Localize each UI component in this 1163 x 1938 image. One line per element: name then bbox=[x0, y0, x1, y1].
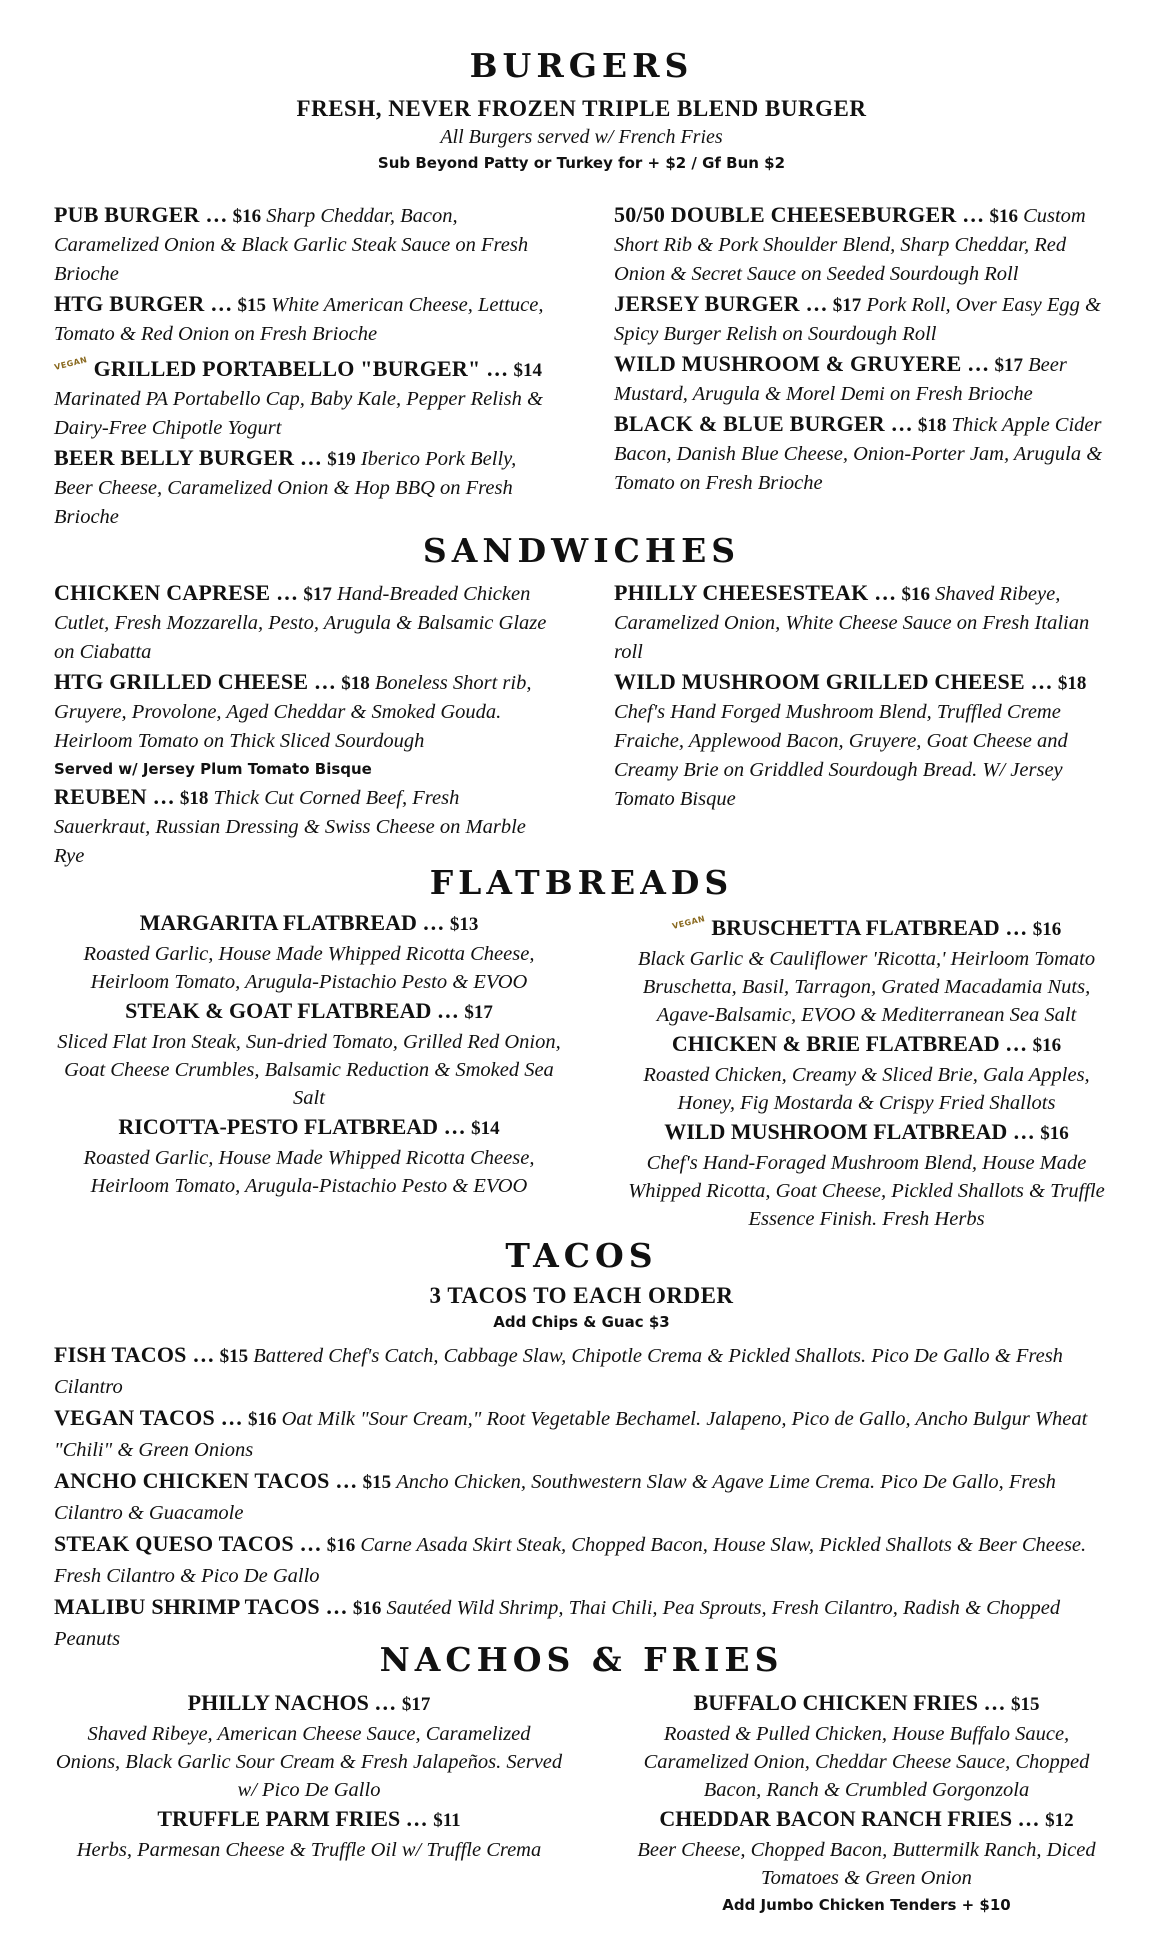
sandwiches-title: SANDWICHES bbox=[422, 531, 741, 570]
item-description: Iberico Pork Belly, Beer Cheese, Caramelized Onion & Hop BBQ on Fresh Brioche bbox=[54, 448, 517, 528]
item-description: Oat Milk "Sour Cream," Root Vegetable Bechamel. Jalapeno, Pico de Gallo, Ancho Bulgur Wheat "Chili" & Green Onions bbox=[54, 1408, 1088, 1461]
menu-item bbox=[54, 200, 554, 289]
item-name: PUB BURGER … bbox=[54, 202, 228, 227]
item-name: MALIBU SHRIMP TACOS … bbox=[54, 1594, 348, 1619]
item-price: $16 bbox=[232, 206, 262, 227]
menu-item bbox=[54, 908, 564, 996]
burgers-left-column bbox=[54, 200, 554, 532]
menu-item bbox=[54, 1529, 1114, 1591]
nachos-left-column bbox=[54, 1688, 564, 1864]
item-description: Boneless Short rib, Gruyere, Provolone, Aged Cheddar & Smoked Gouda. Heirloom Tomato on Thick Sliced Sourdough bbox=[54, 672, 532, 752]
burgers-note: All Burgers served w/ French Fries bbox=[440, 126, 723, 148]
item-price: $18 bbox=[1057, 673, 1087, 694]
item-name: CHICKEN & BRIE FLATBREAD … bbox=[671, 1031, 1028, 1056]
item-name: GRILLED PORTABELLO "BURGER" … bbox=[93, 356, 509, 381]
menu-item bbox=[614, 1804, 1119, 1918]
item-name: RICOTTA-PESTO FLATBREAD … bbox=[118, 1114, 466, 1139]
item-price: $18 bbox=[179, 788, 209, 809]
menu-item bbox=[54, 996, 564, 1112]
item-name: TRUFFLE PARM FRIES … bbox=[157, 1806, 428, 1831]
item-description: Beer Cheese, Chopped Bacon, Buttermilk Ranch, Diced Tomatoes & Green Onion bbox=[637, 1839, 1096, 1889]
menu-item bbox=[614, 908, 1119, 1029]
item-description: Marinated PA Portabello Cap, Baby Kale, Pepper Relish & Dairy-Free Chipotle Yogurt bbox=[54, 388, 543, 439]
item-price: $15 bbox=[1010, 1694, 1040, 1715]
burgers-subtitle: FRESH, NEVER FROZEN TRIPLE BLEND BURGER bbox=[296, 96, 867, 121]
item-description: Thick Apple Cider Bacon, Danish Blue Cheese, Onion-Porter Jam, Arugula & Tomato on Fresh Brioche bbox=[614, 414, 1103, 494]
item-name: REUBEN … bbox=[54, 784, 175, 809]
item-name: HTG BURGER … bbox=[54, 291, 233, 316]
item-name: MARGARITA FLATBREAD … bbox=[139, 910, 445, 935]
tacos-title: TACOS bbox=[505, 1236, 658, 1275]
menu-item bbox=[614, 1117, 1119, 1233]
item-name: BLACK & BLUE BURGER … bbox=[614, 411, 913, 436]
burgers-sub-note: Sub Beyond Patty or Turkey for + $2 / Gf Bun $2 bbox=[377, 154, 786, 172]
menu-item bbox=[614, 1029, 1119, 1117]
menu-item bbox=[54, 1466, 1114, 1528]
item-description: Sautéed Wild Shrimp, Thai Chili, Pea Sprouts, Fresh Cilantro, Radish & Chopped Peanuts bbox=[54, 1597, 1061, 1650]
item-description: Pork Roll, Over Easy Egg & Spicy Burger Relish on Sourdough Roll bbox=[614, 294, 1101, 345]
sandwiches-left-column bbox=[54, 578, 554, 871]
flatbreads-left-column bbox=[54, 908, 564, 1200]
item-price: $14 bbox=[471, 1118, 500, 1139]
item-price: $15 bbox=[362, 1472, 392, 1493]
menu-item bbox=[54, 667, 554, 756]
item-name: WILD MUSHROOM & GRUYERE … bbox=[614, 351, 990, 376]
item-price: $17 bbox=[832, 295, 862, 316]
item-description: Roasted Garlic, House Made Whipped Ricotta Cheese, Heirloom Tomato, Arugula-Pistachio Pesto & EVOO bbox=[83, 1147, 535, 1197]
burgers-title: BURGERS bbox=[469, 46, 694, 85]
item-description: Custom Short Rib & Pork Shoulder Blend, Sharp Cheddar, Red Onion & Secret Sauce on Seeded Sourdough Roll bbox=[614, 205, 1086, 285]
item-price: $15 bbox=[219, 1346, 249, 1367]
item-extra-note: Served w/ Jersey Plum Tomato Bisque bbox=[54, 760, 372, 778]
item-description: Roasted Chicken, Creamy & Sliced Brie, Gala Apples, Honey, Fig Mostarda & Crispy Fried Shallots bbox=[643, 1064, 1090, 1114]
item-extra-note: Add Jumbo Chicken Tenders + $10 bbox=[722, 1896, 1011, 1914]
item-price: $15 bbox=[237, 295, 267, 316]
item-price: $18 bbox=[917, 415, 947, 436]
item-description: Chef's Hand Forged Mushroom Blend, Truffled Creme Fraiche, Applewood Bacon, Gruyere, Goat Cheese and Creamy Brie on Griddled Sourdough Bread. W/ Jersey Tomato Bisque bbox=[614, 701, 1068, 810]
item-price: $18 bbox=[341, 673, 370, 694]
item-price: $16 bbox=[326, 1535, 356, 1556]
item-price: $16 bbox=[901, 584, 930, 605]
item-description: Shaved Ribeye, American Cheese Sauce, Caramelized Onions, Black Garlic Sour Cream & Fresh Jalapeños. Served w/ Pico De Gallo bbox=[55, 1723, 563, 1801]
item-description: Carne Asada Skirt Steak, Chopped Bacon, House Slaw, Pickled Shallots & Beer Cheese. Fresh Cilantro & Pico De Gallo bbox=[54, 1534, 1087, 1587]
item-description: Thick Cut Corned Beef, Fresh Sauerkraut, Russian Dressing & Swiss Cheese on Marble Rye bbox=[54, 787, 526, 867]
item-price: $16 bbox=[352, 1598, 382, 1619]
item-description: Roasted & Pulled Chicken, House Buffalo Sauce, Caramelized Onion, Cheddar Cheese Sauce, Chopped Bacon, Ranch & Crumbled Gorgonzola bbox=[643, 1723, 1090, 1801]
menu-item bbox=[54, 578, 554, 667]
item-description: Ancho Chicken, Southwestern Slaw & Agave Lime Crema. Pico De Gallo, Fresh Cilantro & Guacamole bbox=[54, 1471, 1056, 1524]
item-description: Chef's Hand-Foraged Mushroom Blend, House Made Whipped Ricotta, Goat Cheese, Pickled Shallots & Truffle Essence Finish. Fresh Herbs bbox=[628, 1152, 1105, 1230]
item-description: Sliced Flat Iron Steak, Sun-dried Tomato, Grilled Red Onion, Goat Cheese Crumbles, Balsamic Reduction & Smoked Sea Salt bbox=[57, 1031, 561, 1109]
menu-item bbox=[54, 1112, 564, 1200]
item-description: White American Cheese, Lettuce, Tomato & Red Onion on Fresh Brioche bbox=[54, 294, 544, 345]
item-name: ANCHO CHICKEN TACOS … bbox=[54, 1468, 358, 1493]
item-name: CHEDDAR BACON RANCH FRIES … bbox=[659, 1806, 1040, 1831]
item-description: Black Garlic & Cauliflower 'Ricotta,' Heirloom Tomato Bruschetta, Basil, Tarragon, Grated Macadamia Nuts, Agave-Balsamic, EVOO & Mediterranean Sea Salt bbox=[637, 948, 1096, 1026]
menu-item bbox=[54, 443, 554, 532]
item-price: $17 bbox=[303, 584, 332, 605]
item-name: WILD MUSHROOM GRILLED CHEESE … bbox=[614, 669, 1053, 694]
item-name: JERSEY BURGER … bbox=[614, 291, 828, 316]
menu-item bbox=[54, 1403, 1114, 1465]
menu-item bbox=[614, 289, 1114, 349]
item-name: STEAK & GOAT FLATBREAD … bbox=[125, 998, 459, 1023]
item-name: WILD MUSHROOM FLATBREAD … bbox=[664, 1119, 1035, 1144]
burgers-right-column bbox=[614, 200, 1114, 498]
menu-item bbox=[54, 289, 554, 349]
vegan-badge: VEGAN bbox=[53, 355, 89, 372]
item-description: Beer Mustard, Arugula & Morel Demi on Fresh Brioche bbox=[614, 354, 1067, 405]
vegan-badge: VEGAN bbox=[671, 914, 706, 931]
item-name: BEER BELLY BURGER … bbox=[54, 445, 323, 470]
menu-item bbox=[614, 667, 1114, 814]
item-price: $16 bbox=[1032, 1035, 1062, 1056]
item-name: PHILLY NACHOS … bbox=[187, 1690, 397, 1715]
item-description: Sharp Cheddar, Bacon, Caramelized Onion & Black Garlic Steak Sauce on Fresh Brioche bbox=[54, 205, 529, 285]
item-price: $13 bbox=[449, 914, 479, 935]
menu-item bbox=[54, 1688, 564, 1804]
item-name: VEGAN TACOS … bbox=[54, 1405, 243, 1430]
tacos-list bbox=[54, 1340, 1114, 1654]
tacos-subtitle: 3 TACOS TO EACH ORDER bbox=[429, 1283, 734, 1308]
item-price: $11 bbox=[433, 1810, 461, 1831]
item-name: STEAK QUESO TACOS … bbox=[54, 1531, 322, 1556]
item-price: $12 bbox=[1045, 1810, 1074, 1831]
item-price: $16 bbox=[1032, 919, 1062, 940]
flatbreads-right-column bbox=[614, 908, 1119, 1233]
item-price: $17 bbox=[994, 355, 1023, 376]
nachos-right-column bbox=[614, 1688, 1119, 1918]
menu-item bbox=[614, 578, 1114, 667]
tacos-sub-note: Add Chips & Guac $3 bbox=[493, 1313, 670, 1331]
item-name: 50/50 DOUBLE CHEESEBURGER … bbox=[614, 202, 985, 227]
item-name: CHICKEN CAPRESE … bbox=[54, 580, 299, 605]
menu-item bbox=[614, 200, 1114, 289]
menu-item bbox=[614, 409, 1114, 498]
item-description: Herbs, Parmesan Cheese & Truffle Oil w/ Truffle Crema bbox=[76, 1839, 542, 1861]
item-price: $14 bbox=[513, 360, 542, 381]
item-name: FISH TACOS … bbox=[54, 1342, 215, 1367]
menu-item bbox=[54, 1804, 564, 1864]
item-name: BRUSCHETTA FLATBREAD … bbox=[711, 915, 1028, 940]
menu-item bbox=[614, 349, 1114, 409]
item-price: $19 bbox=[327, 449, 356, 470]
menu-item bbox=[54, 349, 554, 443]
item-price: $16 bbox=[1040, 1123, 1069, 1144]
sandwiches-right-column bbox=[614, 578, 1114, 814]
item-description: Battered Chef's Catch, Cabbage Slaw, Chipotle Crema & Pickled Shallots. Pico De Gallo & Fresh Cilantro bbox=[54, 1345, 1063, 1398]
item-description: Shaved Ribeye, Caramelized Onion, White Cheese Sauce on Fresh Italian roll bbox=[614, 583, 1090, 663]
item-price: $17 bbox=[464, 1002, 493, 1023]
flatbreads-title: FLATBREADS bbox=[429, 863, 734, 902]
menu-item bbox=[54, 1340, 1114, 1402]
nachos-fries-title: NACHOS & FRIES bbox=[379, 1640, 784, 1679]
item-name: BUFFALO CHICKEN FRIES … bbox=[693, 1690, 1006, 1715]
item-name: PHILLY CHEESESTEAK … bbox=[614, 580, 897, 605]
item-name: HTG GRILLED CHEESE … bbox=[54, 669, 337, 694]
item-description: Roasted Garlic, House Made Whipped Ricotta Cheese, Heirloom Tomato, Arugula-Pistachio Pesto & EVOO bbox=[83, 943, 535, 993]
item-price: $16 bbox=[247, 1409, 277, 1430]
item-price: $17 bbox=[401, 1694, 431, 1715]
menu-item bbox=[54, 782, 554, 871]
item-price: $16 bbox=[989, 206, 1018, 227]
item-description: Hand-Breaded Chicken Cutlet, Fresh Mozzarella, Pesto, Arugula & Balsamic Glaze on Ciabatta bbox=[54, 583, 547, 663]
menu-item bbox=[614, 1688, 1119, 1804]
